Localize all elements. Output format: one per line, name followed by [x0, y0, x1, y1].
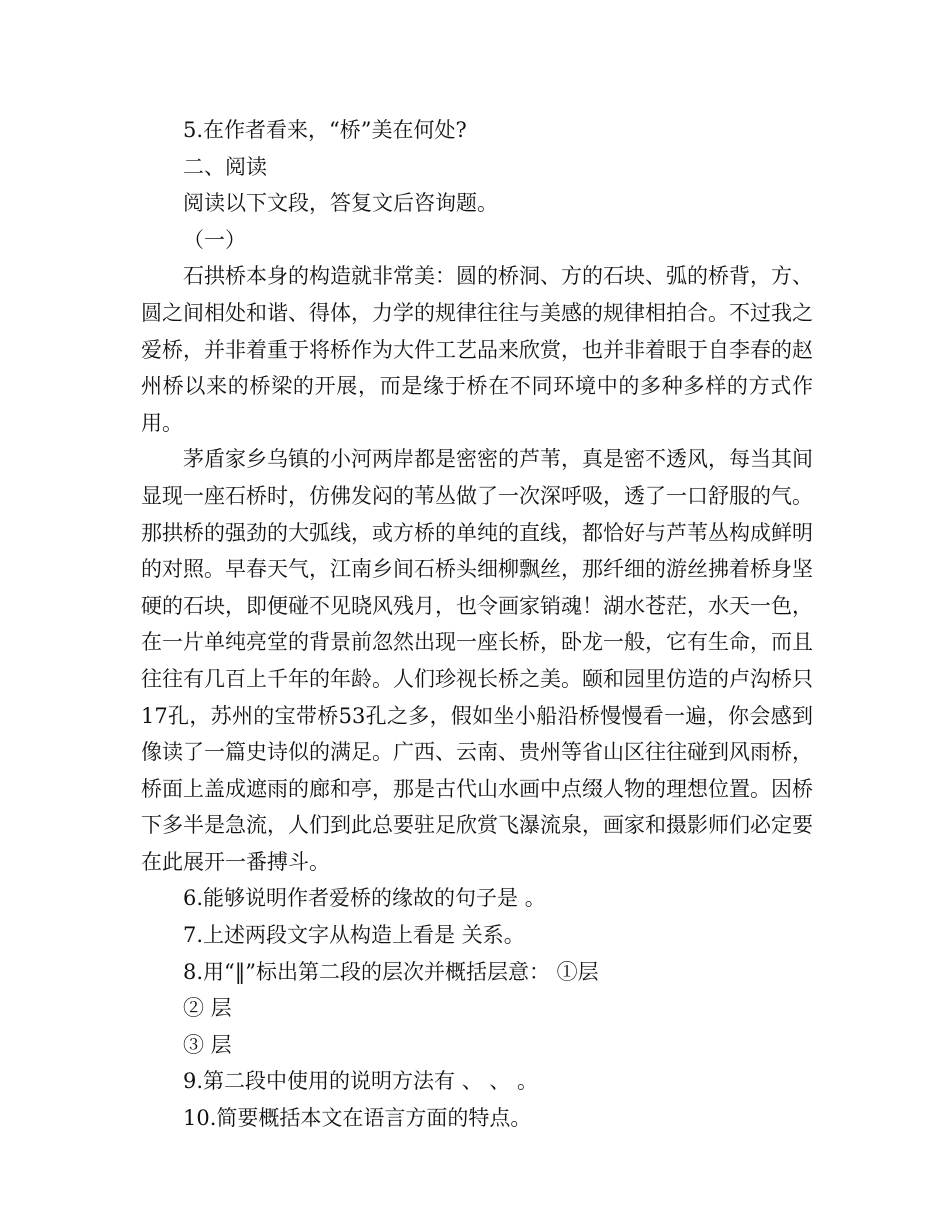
question-8: 8.用“‖”标出第二段的层次并概括层意： ①层 [183, 959, 599, 984]
passage-paragraph-2: 茅盾家乡乌镇的小河两岸都是密密的芦苇，真是密不透风，每当其间显现一座石桥时，仿佛发闷的苇丛做了一次深呼吸，透了一口舒服的气。那拱桥的强劲的大弧线，或方桥的单纯的直线，都恰好与芦苇丛构成鲜明的对照。早春天气，江南乡间石桥头细柳飘丝，那纤细的游丝拂着桥身坚硬的石块，即便碰不见晓风残月，也令画家销魂！湖水苍茫，水天一色，在一片单纯亮堂的背景前忽然出现一座长桥，卧龙一般，它有生命，而且往往有几百上千年的年龄。人们珍视长桥之美。颐和园里仿造的卢沟桥只17孔，苏州的宝带桥53孔之多，假如坐小船沿桥慢慢看一遍，你会感到像读了一篇史诗似的满足。广西、云南、贵州等省山区往往碰到风雨桥，桥面上盖成遮雨的廊和亭，那是古代山水画中点缀人物的理想位置。因桥下多半是急流，人们到此总要驻足欣赏飞瀑流泉，画家和摄影师们必定要在此展开一番搏斗。 [141, 447, 813, 874]
document-body [141, 112, 813, 1137]
reading-instruction: 阅读以下文段，答复文后咨询题。 [183, 191, 498, 216]
question-5: 5.在作者看来，“桥”美在何处? [183, 118, 467, 142]
question-8-layer-2: ② 层 [183, 996, 232, 1021]
question-6: 6.能够说明作者爱桥的缘故的句子是 。 [183, 886, 546, 911]
question-9: 9.第二段中使用的说明方法有 、 、 。 [183, 1069, 539, 1094]
question-10: 10.简要概括本文在语言方面的特点。 [183, 1106, 532, 1131]
question-8-layer-3: ③ 层 [183, 1032, 232, 1057]
passage-paragraph-1: 石拱桥本身的构造就非常美：圆的桥洞、方的石块、弧的桥背，方、圆之间相处和谐、得体，力学的规律往往与美感的规律相拍合。不过我之爱桥，并非着重于将桥作为大件工艺品来欣赏，也并非着眼于自李春的赵州桥以来的桥梁的开展，而是缘于桥在不同环境中的多种多样的方式作用。 [141, 264, 813, 435]
section-heading: 二、阅读 [183, 154, 267, 179]
part-label: （一） [183, 227, 246, 252]
question-7: 7.上述两段文字从构造上看是 关系。 [183, 923, 525, 948]
